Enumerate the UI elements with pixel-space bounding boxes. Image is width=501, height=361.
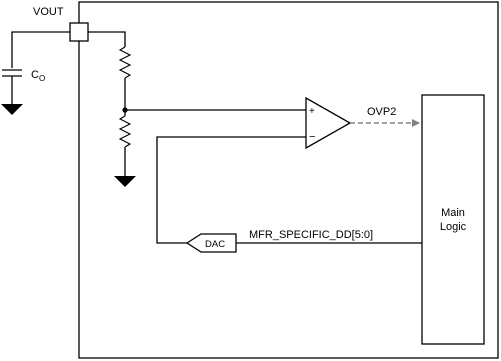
vout-external-wire <box>12 32 70 68</box>
vout-internal-wire <box>88 32 125 47</box>
main-logic-label-line2: Logic <box>439 221 467 233</box>
capacitor-label: $C_O$ <box>31 69 46 83</box>
ground-symbol-divider <box>114 176 136 187</box>
vout-pin <box>70 23 88 41</box>
ground-symbol-capacitor <box>1 104 23 115</box>
resistor-bottom <box>120 116 130 147</box>
ovp2-label: OVP2 <box>367 106 397 118</box>
resistor-top <box>120 47 130 78</box>
vout-label: VOUT <box>33 6 64 18</box>
dac-bus-label: MFR_SPECIFIC_DD[5:0] <box>249 229 374 241</box>
dac-label: DAC <box>205 239 226 250</box>
comparator-plus-sign: + <box>309 106 315 117</box>
reference-wire <box>157 137 306 243</box>
main-logic-block <box>422 95 484 344</box>
main-logic-label-line1: Main <box>441 207 465 219</box>
comparator-minus-sign: − <box>309 131 316 143</box>
